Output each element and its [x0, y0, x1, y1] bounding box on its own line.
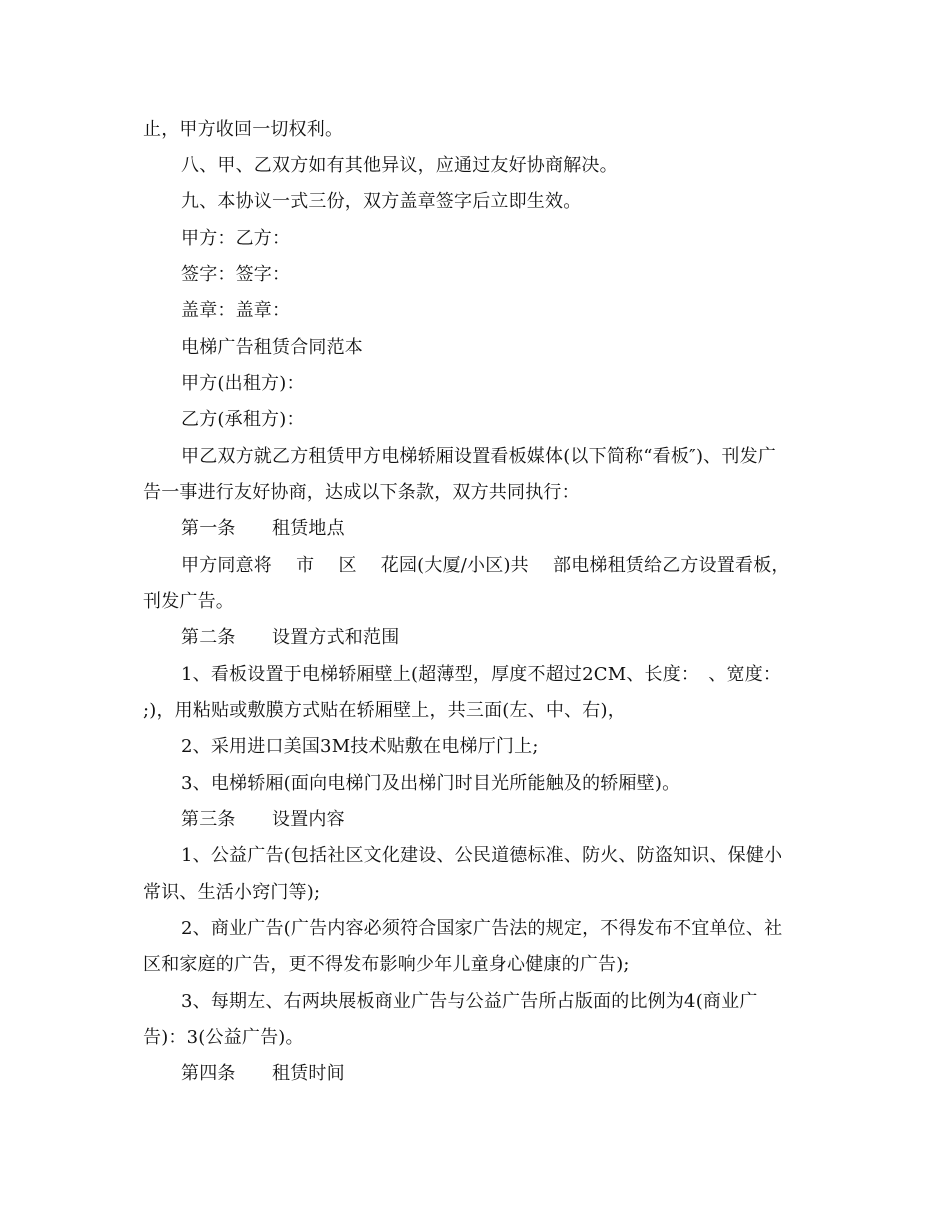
text-line: 1、看板设置于电梯轿厢壁上(超薄型，厚度不超过2CM、长度： 、宽度：: [181, 664, 782, 685]
text-line: 3、每期左、右两块展板商业广告与公益广告所占版面的比例为4(商业广: [181, 991, 758, 1012]
text-line: 区和家庭的广告，更不得发布影响少年儿童身心健康的广告);: [143, 954, 630, 975]
text-line: 3、电梯轿厢(面向电梯门及出梯门时目光所能触及的轿厢壁)。: [181, 773, 681, 794]
party-a-label: 甲方(出租方)：: [181, 373, 305, 394]
text-line: 九、本协议一式三份，双方盖章签字后立即生效。: [181, 191, 582, 212]
text-line: 八、甲、乙双方如有其他异议，应通过友好协商解决。: [181, 155, 618, 176]
text-line: 2、采用进口美国3M技术贴敷在电梯厅门上;: [181, 736, 539, 757]
article-heading: 第二条 设置方式和范围: [181, 627, 400, 648]
text-line: 刊发广告。: [143, 591, 234, 612]
text-line: 2、商业广告(广告内容必须符合国家广告法的规定，不得发布不宜单位、社: [181, 918, 783, 939]
text-line: 甲方同意将 市 区 花园(大厦/小区)共 部电梯租赁给乙方设置看板，: [181, 555, 790, 576]
text-line: 告)：3(公益广告)。: [143, 1027, 304, 1048]
article-heading: 第一条 租赁地点: [181, 518, 345, 539]
party-b-label: 乙方(承租方)：: [181, 409, 305, 430]
seal-labels: 盖章：盖章：: [181, 300, 291, 321]
text-line: 甲乙双方就乙方租赁甲方电梯轿厢设置看板媒体(以下简称“看板″)、刊发广: [181, 446, 776, 467]
text-line: ;)，用粘贴或敷膜方式贴在轿厢壁上，共三面(左、中、右)，: [143, 700, 626, 721]
article-heading: 第三条 设置内容: [181, 809, 345, 830]
text-line: 告一事进行友好协商，达成以下条款，双方共同执行：: [143, 482, 580, 503]
text-line: 止，甲方收回一切权利。: [143, 119, 344, 140]
text-line: 1、公益广告(包括社区文化建设、公民道德标准、防火、防盗知识、保健小: [181, 845, 783, 866]
text-line: 常识、生活小窍门等);: [143, 882, 321, 903]
signature-party-labels: 甲方：乙方：: [181, 228, 291, 249]
contract-title: 电梯广告租赁合同范本: [181, 337, 363, 358]
article-heading: 第四条 租赁时间: [181, 1063, 345, 1084]
signature-labels: 签字：签字：: [181, 264, 291, 285]
